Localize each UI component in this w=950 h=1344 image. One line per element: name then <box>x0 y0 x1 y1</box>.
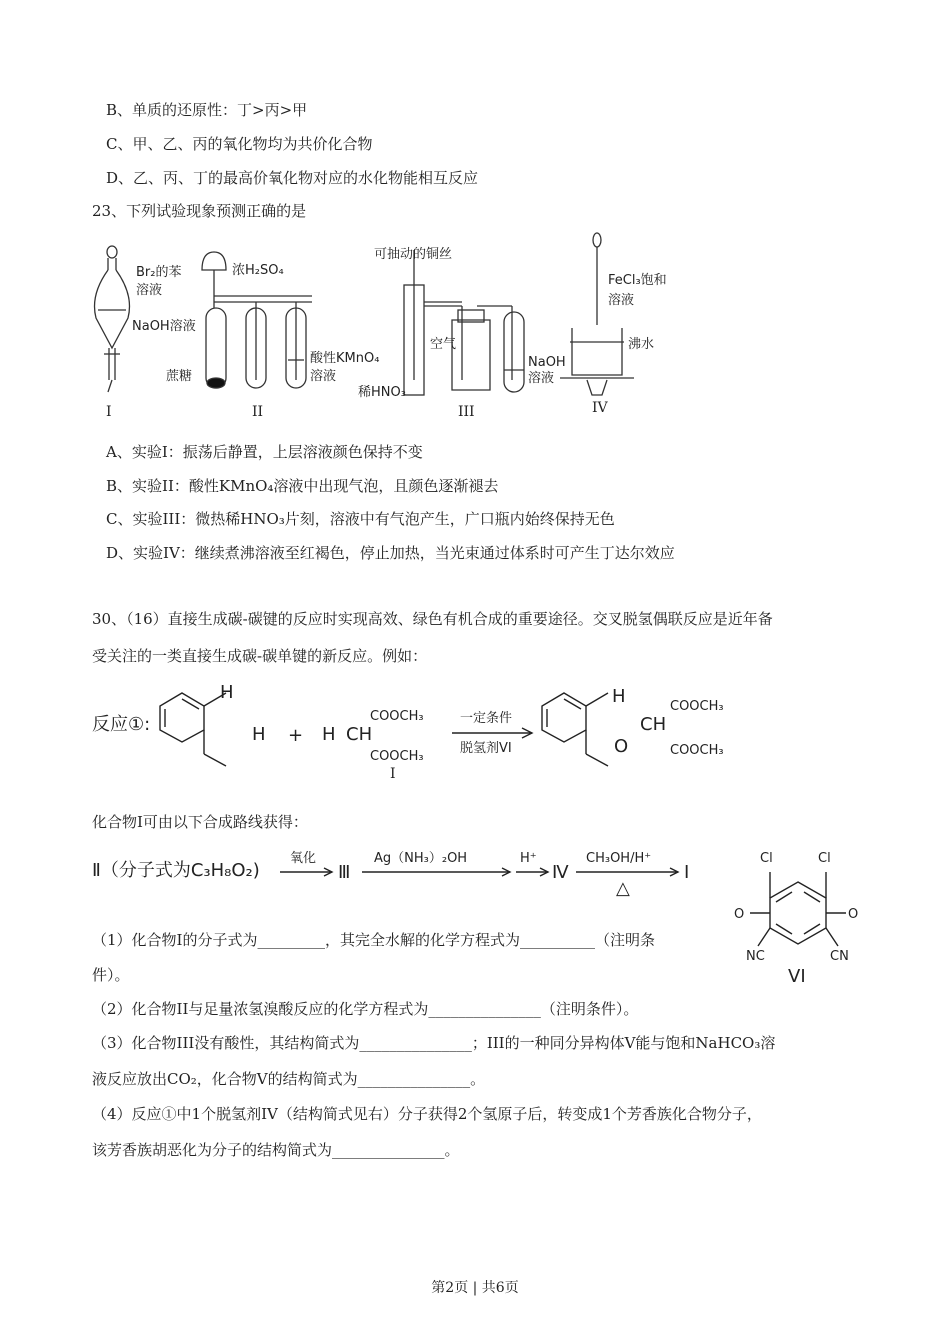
svg-text:CN: CN <box>830 949 849 964</box>
product-structure <box>542 693 608 766</box>
q30-sub1-line1: （1）化合物I的分子式为_________，其完全水解的化学方程式为__________（注明条 <box>92 931 655 949</box>
q30-intro-line2: 受关注的一类直接生成碳-碳单键的新反应。例如： <box>92 647 428 665</box>
svg-text:CH: CH <box>640 714 667 735</box>
reaction-1-scheme <box>92 678 742 788</box>
svg-text:O: O <box>734 907 745 922</box>
q23-option-a: A、实验I：振荡后静置，上层溶液颜色保持不变 <box>106 443 423 461</box>
svg-text:COOCH₃: COOCH₃ <box>370 709 424 724</box>
svg-text:蔗糖: 蔗糖 <box>166 369 193 384</box>
svg-text:COOCH₃: COOCH₃ <box>670 743 724 758</box>
svg-text:空气: 空气 <box>430 337 457 352</box>
isochroman-structure <box>160 693 226 766</box>
svg-text:Cl: Cl <box>760 851 773 866</box>
svg-text:Ⅲ: Ⅲ <box>338 862 351 883</box>
svg-text:I: I <box>684 862 690 883</box>
dehydrogenating-agent-vi-structure <box>730 842 870 992</box>
svg-text:溶液: 溶液 <box>136 283 163 298</box>
svg-text:Ⅳ: Ⅳ <box>552 862 569 883</box>
svg-text:I: I <box>390 766 396 782</box>
svg-text:反应①:: 反应①: <box>92 714 151 735</box>
svg-text:Br₂的苯: Br₂的苯 <box>136 265 182 280</box>
svg-text:NC: NC <box>746 949 765 964</box>
q30-sub3-line1: （3）化合物III没有酸性，其结构简式为_______________；III的一种同分异构体V能与饱和NaHCO₃溶 <box>92 1034 776 1052</box>
svg-text:溶液: 溶液 <box>608 293 635 308</box>
svg-text:+: + <box>288 725 304 746</box>
svg-text:VI: VI <box>788 966 806 987</box>
svg-text:Cl: Cl <box>818 851 831 866</box>
svg-text:沸水: 沸水 <box>628 337 655 352</box>
svg-text:III: III <box>458 404 475 420</box>
q30-sub3-line2: 液反应放出CO₂，化合物V的结构简式为_______________。 <box>92 1070 486 1088</box>
svg-text:O: O <box>614 736 629 757</box>
q30-intro-line1: 30、（16）直接生成碳-碳键的反应时实现高效、绿色有机合成的重要途径。交叉脱氢偶联反应是近年备 <box>92 610 773 628</box>
q30-sub1-line2: 件）。 <box>92 966 130 984</box>
q23-stem: 23、下列试验现象预测正确的是 <box>92 202 307 220</box>
svg-text:△: △ <box>616 878 630 899</box>
svg-text:溶液: 溶液 <box>310 369 337 384</box>
svg-text:Ag（NH₃）₂OH: Ag（NH₃）₂OH <box>374 851 468 866</box>
svg-text:H: H <box>612 686 626 707</box>
svg-text:脱氢剂VI: 脱氢剂VI <box>460 741 512 756</box>
svg-text:溶液: 溶液 <box>528 371 555 386</box>
svg-text:NaOH: NaOH <box>528 355 566 370</box>
svg-text:可抽动的铜丝: 可抽动的铜丝 <box>374 247 453 262</box>
svg-text:浓H₂SO₄: 浓H₂SO₄ <box>232 263 284 278</box>
separatory-funnel-icon <box>95 246 130 392</box>
svg-text:H: H <box>322 724 336 745</box>
q22-option-d: D、乙、丙、丁的最高价氧化物对应的水化物能相互反应 <box>106 169 479 187</box>
svg-text:II: II <box>252 404 264 420</box>
svg-text:NaOH溶液: NaOH溶液 <box>132 319 196 334</box>
svg-text:H: H <box>252 724 266 745</box>
q23-option-b: B、实验II：酸性KMnO₄溶液中出现气泡，且颜色逐渐褪去 <box>106 477 499 495</box>
q23-option-d: D、实验IV：继续煮沸溶液至红褐色，停止加热，当光束通过体系时可产生丁达尔效应 <box>106 544 675 562</box>
svg-text:酸性KMnO₄: 酸性KMnO₄ <box>310 351 380 366</box>
svg-text:H⁺: H⁺ <box>520 851 537 866</box>
q22-option-c: C、甲、乙、丙的氧化物均为共价化合物 <box>106 135 373 153</box>
q23-option-c: C、实验III：微热稀HNO₃片刻，溶液中有气泡产生，广口瓶内始终保持无色 <box>106 510 615 528</box>
svg-text:H: H <box>220 682 234 703</box>
svg-text:Ⅱ（分子式为C₃H₈O₂): Ⅱ（分子式为C₃H₈O₂) <box>92 860 260 881</box>
svg-text:稀HNO₃: 稀HNO₃ <box>358 385 406 400</box>
synthesis-route <box>92 842 702 902</box>
svg-text:IV: IV <box>592 400 608 416</box>
q30-sub2: （2）化合物II与足量浓氢溴酸反应的化学方程式为_______________（注明条件）。 <box>92 1000 639 1018</box>
page-footer: 第2页 | 共6页 <box>431 1280 519 1296</box>
q30-sub4-line2: 该芳香族胡恶化为分子的结构简式为_______________。 <box>92 1141 460 1159</box>
svg-text:CH: CH <box>346 724 373 745</box>
q22-option-b: B、单质的还原性：丁>丙>甲 <box>106 101 308 119</box>
dropper-beaker-icon <box>560 233 634 395</box>
q30-sub4-line1: （4）反应①中1个脱氢剂IV（结构简式见右）分子获得2个氢原子后，转变成1个芳香族化合物分子， <box>92 1105 762 1123</box>
svg-text:I: I <box>106 404 112 420</box>
svg-text:COOCH₃: COOCH₃ <box>370 749 424 764</box>
svg-text:氧化: 氧化 <box>290 851 317 866</box>
copper-wire-apparatus-icon <box>404 250 524 395</box>
svg-text:O: O <box>848 907 859 922</box>
svg-text:FeCl₃饱和: FeCl₃饱和 <box>608 273 667 288</box>
svg-text:COOCH₃: COOCH₃ <box>670 699 724 714</box>
route-intro: 化合物I可由以下合成路线获得： <box>92 813 308 831</box>
q23-apparatus-figure <box>92 230 712 430</box>
svg-text:CH₃OH/H⁺: CH₃OH/H⁺ <box>586 851 652 866</box>
apparatus-labels <box>106 246 667 420</box>
svg-text:一定条件: 一定条件 <box>460 711 513 726</box>
